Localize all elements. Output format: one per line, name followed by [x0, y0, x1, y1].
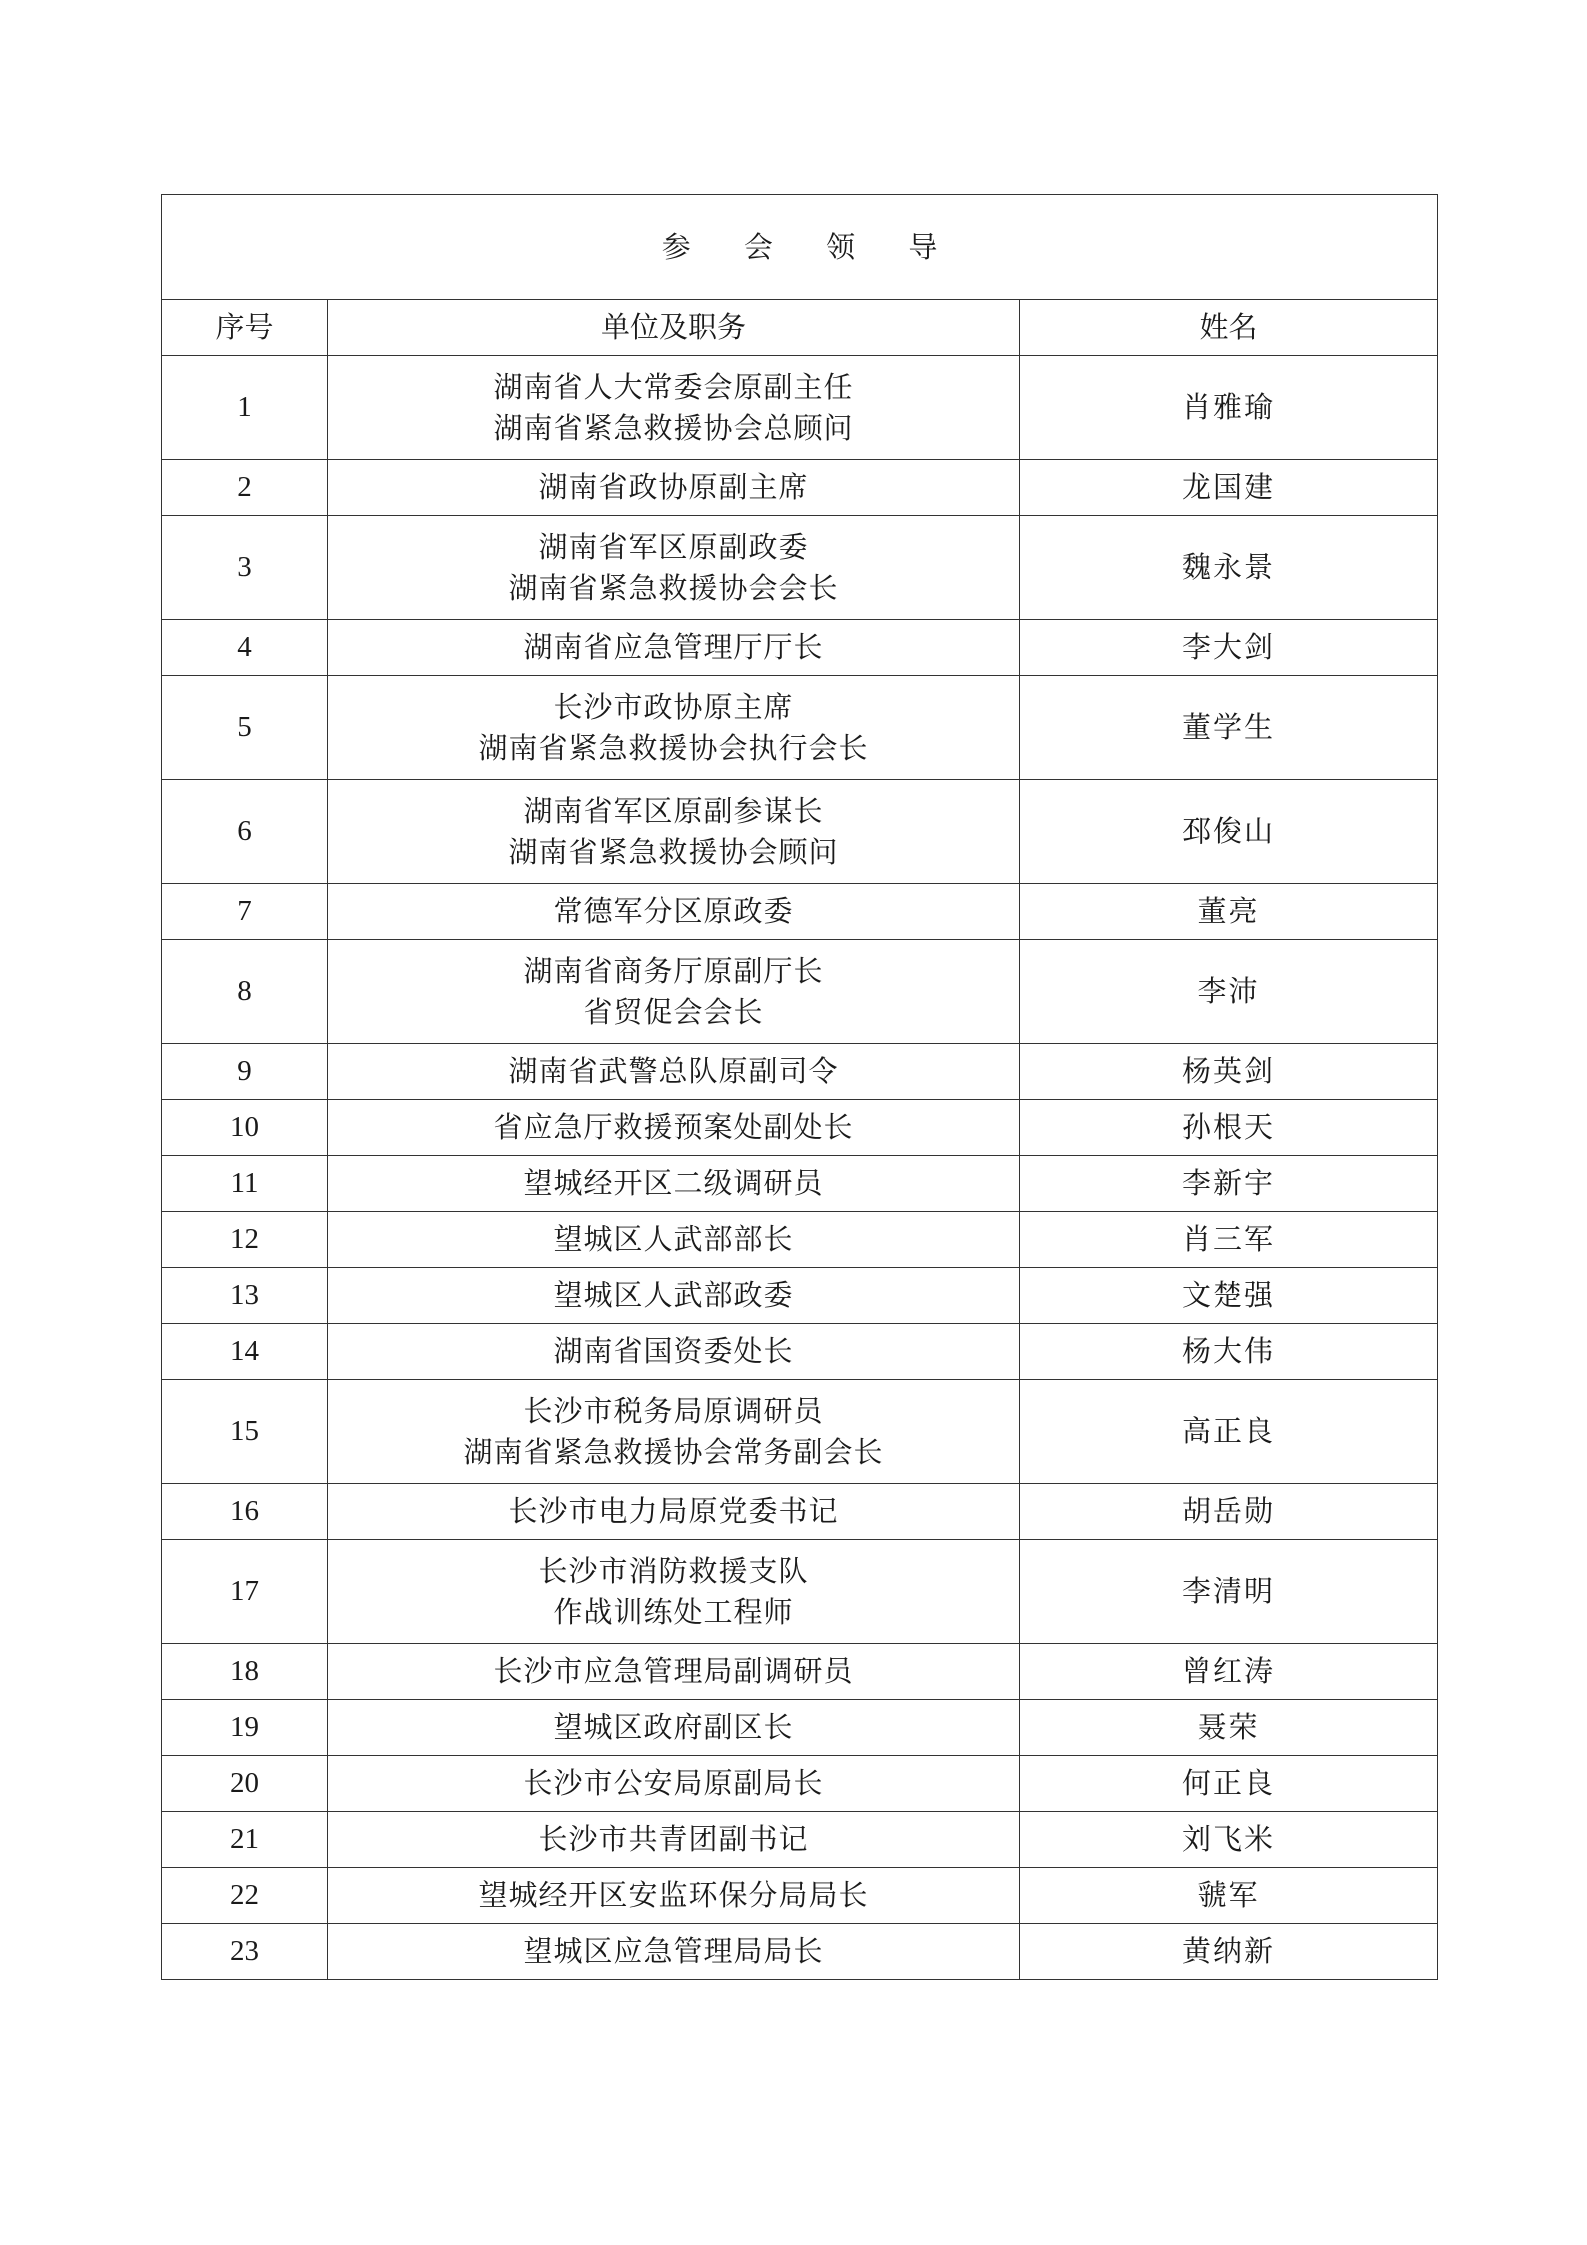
table-row: [162, 1924, 1438, 1980]
row-seq: 6: [162, 780, 328, 884]
header-unit: 单位及职务: [328, 300, 1020, 356]
row-seq: 15: [162, 1380, 328, 1484]
row-unit-line: 省贸促会会长: [583, 994, 764, 1029]
table-row: [162, 1540, 1438, 1644]
row-name: 文楚强: [1020, 1268, 1438, 1324]
row-unit-line: 湖南省紧急救援协会会长: [508, 570, 839, 605]
row-unit-line: 湖南省国资委处长: [553, 1334, 794, 1368]
row-unit: [328, 1644, 1020, 1700]
table-row: [162, 1700, 1438, 1756]
row-name: 刘飞米: [1020, 1812, 1438, 1868]
row-unit-line: 湖南省军区原副政委: [538, 529, 809, 564]
header-name: 姓名: [1020, 300, 1438, 356]
row-seq: 17: [162, 1540, 328, 1644]
row-unit-line: 望城经开区安监环保分局局长: [478, 1878, 869, 1912]
table-row: [162, 1156, 1438, 1212]
table-title: [162, 195, 1438, 300]
table-row: [162, 940, 1438, 1044]
row-unit: [328, 1156, 1020, 1212]
row-name: 董亮: [1020, 884, 1438, 940]
row-unit: [328, 1812, 1020, 1868]
row-unit-line: 湖南省紧急救援协会执行会长: [478, 730, 869, 765]
table-row: [162, 780, 1438, 884]
row-name: 李沛: [1020, 940, 1438, 1044]
row-unit-line: 作战训练处工程师: [553, 1594, 794, 1629]
row-unit: [328, 1540, 1020, 1644]
row-name: 李新宇: [1020, 1156, 1438, 1212]
row-name: 肖三军: [1020, 1212, 1438, 1268]
row-unit-line: 长沙市电力局原党委书记: [508, 1494, 839, 1528]
row-seq: 13: [162, 1268, 328, 1324]
row-seq: 1: [162, 356, 328, 460]
row-seq: 21: [162, 1812, 328, 1868]
row-seq: 18: [162, 1644, 328, 1700]
row-unit-line: 湖南省政协原副主席: [538, 470, 809, 504]
table-row: [162, 676, 1438, 780]
row-unit-line: 望城区政府副区长: [553, 1710, 794, 1744]
row-name: 杨英剑: [1020, 1044, 1438, 1100]
table-row: [162, 884, 1438, 940]
table-row: [162, 1212, 1438, 1268]
row-unit: [328, 676, 1020, 780]
row-unit: [328, 884, 1020, 940]
row-unit: [328, 516, 1020, 620]
row-unit: [328, 1484, 1020, 1540]
row-unit-line: 湖南省商务厅原副厅长: [523, 953, 824, 988]
row-unit-line: 长沙市应急管理局副调研员: [493, 1654, 854, 1688]
row-unit: [328, 1324, 1020, 1380]
row-name: 高正良: [1020, 1380, 1438, 1484]
row-name: 李大剑: [1020, 620, 1438, 676]
table-row: [162, 1756, 1438, 1812]
table-row: [162, 516, 1438, 620]
row-unit-line: 望城区应急管理局局长: [523, 1934, 824, 1968]
row-unit-line: 常德军分区原政委: [553, 894, 794, 928]
row-unit-line: 省应急厅救援预案处副处长: [493, 1110, 854, 1144]
row-unit-line: 长沙市税务局原调研员: [523, 1393, 824, 1428]
row-seq: 8: [162, 940, 328, 1044]
row-unit: [328, 1924, 1020, 1980]
row-seq: 14: [162, 1324, 328, 1380]
table-row: [162, 1868, 1438, 1924]
row-seq: 22: [162, 1868, 328, 1924]
table-title-text: 参 会 领 导: [661, 229, 960, 264]
header-seq: 序号: [162, 300, 328, 356]
row-name: 邳俊山: [1020, 780, 1438, 884]
row-unit-line: 长沙市共青团副书记: [538, 1822, 809, 1856]
row-name: 曾红涛: [1020, 1644, 1438, 1700]
table-body: [162, 356, 1438, 1980]
row-unit-line: 望城区人武部政委: [553, 1278, 794, 1312]
row-seq: 7: [162, 884, 328, 940]
row-seq: 20: [162, 1756, 328, 1812]
row-name: 孙根天: [1020, 1100, 1438, 1156]
row-unit-line: 长沙市消防救援支队: [538, 1553, 809, 1588]
row-unit-line: 湖南省应急管理厅厅长: [523, 630, 824, 664]
row-unit-line: 望城区人武部部长: [553, 1222, 794, 1256]
row-unit-line: 湖南省军区原副参谋长: [523, 793, 824, 828]
table-row: [162, 1484, 1438, 1540]
row-unit: [328, 1100, 1020, 1156]
row-seq: 5: [162, 676, 328, 780]
row-unit-line: 望城经开区二级调研员: [523, 1166, 824, 1200]
attendees-table: [161, 194, 1438, 1980]
row-name: 龙国建: [1020, 460, 1438, 516]
row-unit: [328, 940, 1020, 1044]
row-seq: 4: [162, 620, 328, 676]
row-unit: [328, 1700, 1020, 1756]
row-name: 杨大伟: [1020, 1324, 1438, 1380]
row-name: 黄纳新: [1020, 1924, 1438, 1980]
row-seq: 19: [162, 1700, 328, 1756]
row-unit: [328, 1268, 1020, 1324]
row-unit: [328, 1868, 1020, 1924]
table-row: [162, 1324, 1438, 1380]
row-unit-line: 长沙市政协原主席: [553, 689, 794, 724]
row-unit: [328, 1380, 1020, 1484]
row-name: 胡岳勋: [1020, 1484, 1438, 1540]
row-unit: [328, 356, 1020, 460]
table-row: [162, 1812, 1438, 1868]
table-row: [162, 356, 1438, 460]
table-row: [162, 1044, 1438, 1100]
row-unit: [328, 1212, 1020, 1268]
table-row: [162, 620, 1438, 676]
row-unit: [328, 1756, 1020, 1812]
row-unit-line: 湖南省武警总队原副司令: [508, 1054, 839, 1088]
row-name: 虢军: [1020, 1868, 1438, 1924]
row-name: 李清明: [1020, 1540, 1438, 1644]
row-name: 董学生: [1020, 676, 1438, 780]
row-unit-line: 湖南省紧急救援协会总顾问: [493, 410, 854, 445]
row-unit: [328, 780, 1020, 884]
row-name: 聂荣: [1020, 1700, 1438, 1756]
row-seq: 16: [162, 1484, 328, 1540]
row-seq: 3: [162, 516, 328, 620]
table-row: [162, 1268, 1438, 1324]
table-row: [162, 1380, 1438, 1484]
row-seq: 2: [162, 460, 328, 516]
row-name: 魏永景: [1020, 516, 1438, 620]
table-row: [162, 460, 1438, 516]
row-unit-line: 湖南省紧急救援协会常务副会长: [463, 1434, 884, 1469]
row-unit-line: 长沙市公安局原副局长: [523, 1766, 824, 1800]
table-row: [162, 1644, 1438, 1700]
table-row: [162, 1100, 1438, 1156]
row-unit: [328, 460, 1020, 516]
row-seq: 12: [162, 1212, 328, 1268]
row-name: 何正良: [1020, 1756, 1438, 1812]
row-seq: 11: [162, 1156, 328, 1212]
row-unit: [328, 620, 1020, 676]
row-unit: [328, 1044, 1020, 1100]
row-seq: 23: [162, 1924, 328, 1980]
row-seq: 9: [162, 1044, 328, 1100]
row-name: 肖雅瑜: [1020, 356, 1438, 460]
row-unit-line: 湖南省人大常委会原副主任: [493, 369, 854, 404]
row-unit-line: 湖南省紧急救援协会顾问: [508, 834, 839, 869]
row-seq: 10: [162, 1100, 328, 1156]
